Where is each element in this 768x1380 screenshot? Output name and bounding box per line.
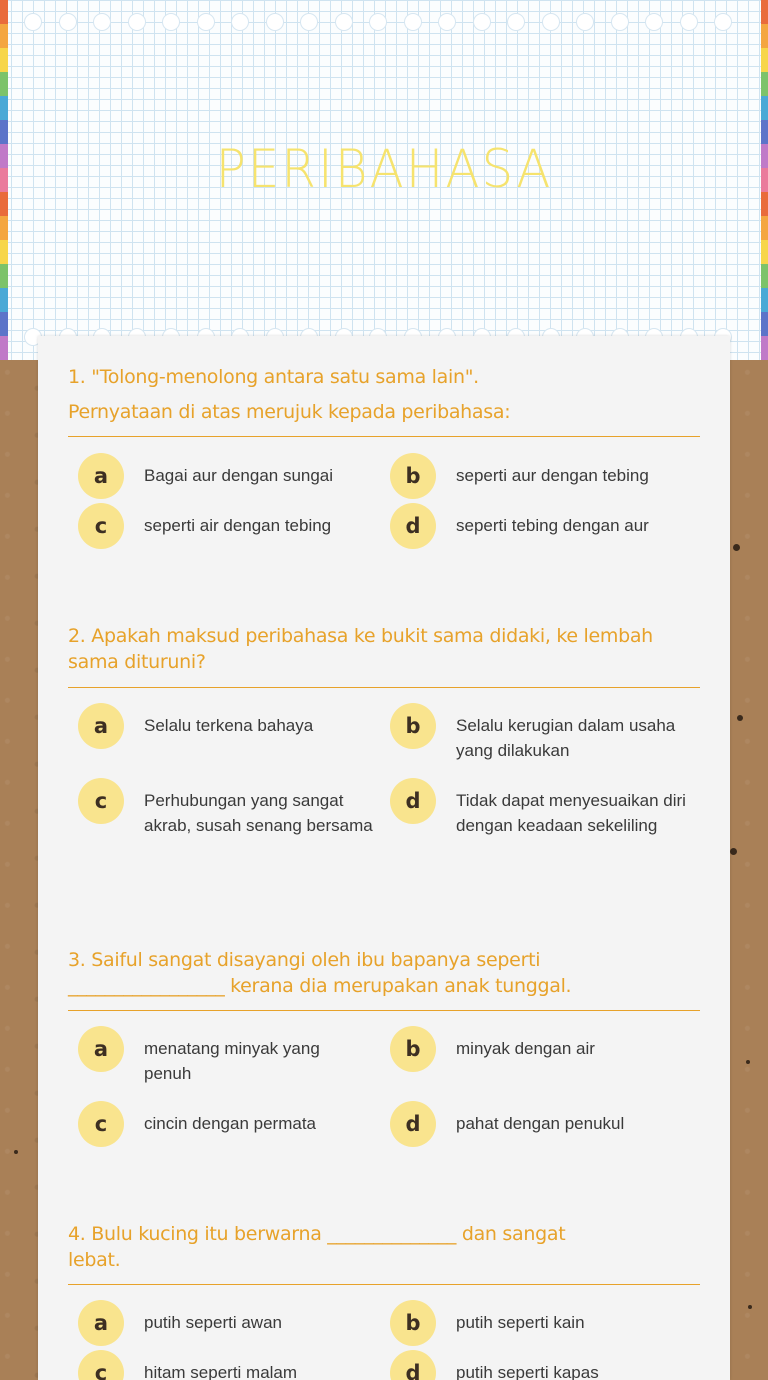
option-letter-badge: a	[78, 703, 124, 749]
option-letter-badge: b	[390, 703, 436, 749]
option-letter-badge: c	[78, 778, 124, 824]
option-text: putih seperti kapas	[456, 1363, 599, 1380]
option-letter-badge: a	[78, 1300, 124, 1346]
punch-hole	[714, 13, 732, 31]
question-line: 2. Apakah maksud peribahasa ke bukit sama didaki, ke lembah	[68, 625, 653, 647]
punch-hole	[507, 13, 525, 31]
q1-option-b[interactable]	[390, 453, 700, 499]
q4-option-a[interactable]	[78, 1300, 378, 1346]
punch-hole	[300, 13, 318, 31]
option-text: hitam seperti malam	[144, 1363, 298, 1380]
punch-hole	[369, 13, 387, 31]
option-letter-badge: d	[390, 778, 436, 824]
option-text: putih seperti kain	[456, 1313, 585, 1332]
cork-speck	[748, 1305, 752, 1309]
q1-option-c[interactable]	[78, 503, 378, 549]
punch-hole	[404, 13, 422, 31]
question-2-text	[68, 623, 700, 675]
question-line: lebat.	[68, 1249, 121, 1271]
worksheet-card	[38, 336, 730, 1380]
cork-speck	[746, 1060, 750, 1064]
option-text: Selalu terkena bahaya	[144, 716, 314, 735]
question-line: _________________ kerana dia merupakan anak tunggal.	[68, 975, 572, 997]
punch-hole	[473, 13, 491, 31]
question-divider	[68, 1010, 700, 1011]
option-text: seperti air dengan tebing	[144, 516, 332, 535]
option-letter-badge: c	[78, 503, 124, 549]
question-line: 3. Saiful sangat disayangi oleh ibu bapanya seperti	[68, 949, 541, 971]
q4-option-d[interactable]	[390, 1350, 700, 1380]
punch-hole	[59, 13, 77, 31]
cork-speck	[730, 848, 737, 855]
punch-hole	[335, 13, 353, 31]
option-letter-badge: b	[390, 1300, 436, 1346]
q4-option-b[interactable]	[390, 1300, 700, 1346]
option-text: Selalu kerugian dalam usaha yang dilakukan	[456, 716, 676, 760]
punch-hole	[438, 13, 456, 31]
punch-hole	[162, 13, 180, 31]
header-banner	[0, 0, 768, 360]
option-letter-badge: b	[390, 453, 436, 499]
punch-hole	[266, 13, 284, 31]
q3-option-a[interactable]	[78, 1026, 378, 1086]
option-text: cincin dengan permata	[144, 1114, 317, 1133]
q3-option-c[interactable]	[78, 1101, 378, 1147]
option-text: seperti tebing dengan aur	[456, 516, 649, 535]
question-4-text	[68, 1221, 700, 1273]
question-1-text	[68, 364, 700, 425]
question-line: sama dituruni?	[68, 651, 206, 673]
option-text: putih seperti awan	[144, 1313, 282, 1332]
punch-hole	[576, 13, 594, 31]
punch-hole	[611, 13, 629, 31]
question-line: 1. "Tolong-menolong antara satu sama lain".	[68, 366, 479, 388]
option-text: Tidak dapat menyesuaikan diri dengan keadaan sekeliling	[456, 791, 686, 835]
question-divider	[68, 1284, 700, 1285]
cork-speck	[14, 1150, 18, 1154]
punch-hole	[128, 13, 146, 31]
question-divider	[68, 436, 700, 437]
punch-hole	[542, 13, 560, 31]
option-text: minyak dengan air	[456, 1039, 595, 1058]
q2-option-c[interactable]	[78, 778, 378, 838]
option-letter-badge: b	[390, 1026, 436, 1072]
question-line: Pernyataan di atas merujuk kepada peribahasa:	[68, 401, 511, 423]
option-letter-badge: a	[78, 1026, 124, 1072]
punch-hole	[231, 13, 249, 31]
q1-option-d[interactable]	[390, 503, 700, 549]
question-divider	[68, 687, 700, 688]
q1-option-a[interactable]	[78, 453, 378, 499]
q2-option-a[interactable]	[78, 703, 378, 749]
cork-speck	[737, 715, 743, 721]
option-text: pahat dengan penukul	[456, 1114, 625, 1133]
punch-hole	[680, 13, 698, 31]
option-letter-badge: c	[78, 1101, 124, 1147]
q2-option-b[interactable]	[390, 703, 700, 763]
cork-speck	[733, 544, 740, 551]
option-letter-badge: d	[390, 1101, 436, 1147]
option-letter-badge: c	[78, 1350, 124, 1380]
punch-holes-top	[24, 13, 744, 33]
question-line: 4. Bulu kucing itu berwarna ______________ dan sangat	[68, 1223, 566, 1245]
punch-hole	[645, 13, 663, 31]
q3-option-b[interactable]	[390, 1026, 700, 1072]
punch-hole	[93, 13, 111, 31]
option-text: seperti aur dengan tebing	[456, 466, 649, 485]
punch-hole	[24, 13, 42, 31]
option-letter-badge: a	[78, 453, 124, 499]
option-letter-badge: d	[390, 503, 436, 549]
option-text: menatang minyak yang penuh	[144, 1039, 320, 1083]
question-3-text	[68, 947, 700, 999]
option-text: Perhubungan yang sangat akrab, susah senang bersama	[144, 791, 373, 835]
q4-option-c[interactable]	[78, 1350, 378, 1380]
page-title: PERIBAHASA	[215, 138, 553, 200]
punch-hole	[197, 13, 215, 31]
option-text: Bagai aur dengan sungai	[144, 466, 334, 485]
option-letter-badge: d	[390, 1350, 436, 1380]
q3-option-d[interactable]	[390, 1101, 700, 1147]
q2-option-d[interactable]	[390, 778, 700, 838]
